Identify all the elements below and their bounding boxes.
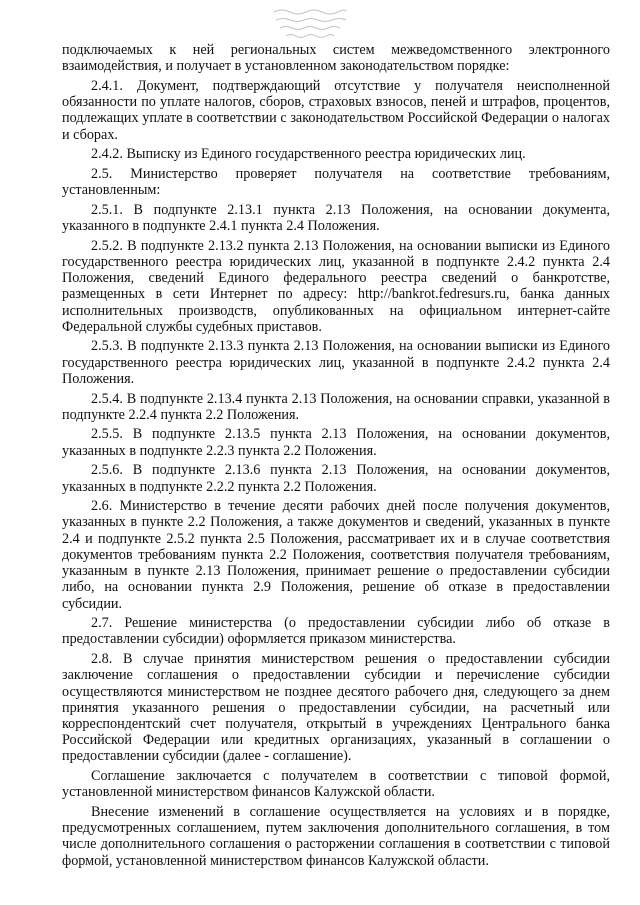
paragraph-2-5: 2.5. Министерство проверяет получателя на соответствие требованиям, установленным: <box>62 165 610 199</box>
stamp-mark <box>270 6 350 44</box>
paragraph-intro: подключаемых к ней региональных систем межведомственного электронного взаимодействия, и получает в установленном законодательством порядке: <box>62 42 610 75</box>
paragraph-2-5-4: 2.5.4. В подпункте 2.13.4 пункта 2.13 Положения, на основании справки, указанной в подпункте 2.2.4 пункта 2.2 Положения. <box>62 390 610 423</box>
paragraph-2-8: 2.8. В случае принятия министерством решения о предоставлении субсидии заключение соглашения о предоставлении субсидии и перечисление субсидии осуществляются министерством не позднее десятого рабочего дня, следующего за днем принятия указанного решения о предоставлении субсидии, на расчетный или корреспондентский счет получателя, открытый в учреждениях Центрального банка Российской Федерации или кредитных организациях, указанный в соглашении о предоставлении субсидии (далее - соглашение). <box>62 651 610 765</box>
paragraph-2-6: 2.6. Министерство в течение десяти рабочих дней после получения документов, указанных в пункте 2.2 Положения, а также документов и сведений, указанных в пункте 2.4 и подпункте 2.5.2 пункта 2.5 Положения, рассматривает их и в случае соответствия документов требованиям пункта 2.2 Положения, соответствия получателя требованиям, указанным в пункте 2.13 Положения, принимает решение о предоставлении субсидии либо, на основании пункта 2.9 Положения, решение об отказе в предоставлении субсидии. <box>62 498 610 612</box>
paragraph-2-7: 2.7. Решение министерства (о предоставлении субсидии либо об отказе в предоставлении субсидии) оформляется приказом министерства. <box>62 615 610 648</box>
document-body <box>62 42 610 872</box>
paragraph-2-5-5: 2.5.5. В подпункте 2.13.5 пункта 2.13 Положения, на основании документов, указанных в подпункте 2.2.3 пункта 2.2 Положения. <box>62 426 610 459</box>
paragraph-2-4-1: 2.4.1. Документ, подтверждающий отсутствие у получателя неисполненной обязанности по уплате налогов, сборов, страховых взносов, пеней и штрафов, процентов, подлежащих уплате в соответствии с законодательством Российской Федерации о налогах и сборах. <box>62 77 610 143</box>
paragraph-2-5-6: 2.5.6. В подпункте 2.13.6 пункта 2.13 Положения, на основании документов, указанных в подпункте 2.2.2 пункта 2.2 Положения. <box>62 462 610 495</box>
paragraph-agreement: Соглашение заключается с получателем в соответствии с типовой формой, установленной министерством финансов Калужской области. <box>62 768 610 801</box>
paragraph-2-5-1: 2.5.1. В подпункте 2.13.1 пункта 2.13 Положения, на основании документа, указанного в подпункте 2.4.1 пункта 2.4 Положения. <box>62 201 610 235</box>
paragraph-2-5-3: 2.5.3. В подпункте 2.13.3 пункта 2.13 Положения, на основании выписки из Единого государственного реестра юридических лиц, указанной в подпункте 2.4.2 пункта 2.4 Положения. <box>62 338 610 387</box>
paragraph-amendments: Внесение изменений в соглашение осуществляется на условиях и в порядке, предусмотренных соглашением, путем заключения дополнительного соглашения, в том числе дополнительного соглашения о расторжении соглашения в соответствии с типовой формой, установленной министерством финансов Калужской области. <box>62 803 610 869</box>
paragraph-2-4-2: 2.4.2. Выписку из Единого государственного реестра юридических лиц. <box>91 146 526 163</box>
paragraph-2-5-2: 2.5.2. В подпункте 2.13.2 пункта 2.13 Положения, на основании выписки из Единого государственного реестра юридических лиц, указанной в подпункте 2.4.2 пункта 2.4 Положения, сведений Единого федерального реестра сведений о банкротстве, размещенных в сети Интернет по адресу: http://bankrot.fedresurs.ru, банка данных исполнительных производств, опубликованных на официальном интернет-сайте Федеральной службы судебных приставов. <box>62 237 610 335</box>
